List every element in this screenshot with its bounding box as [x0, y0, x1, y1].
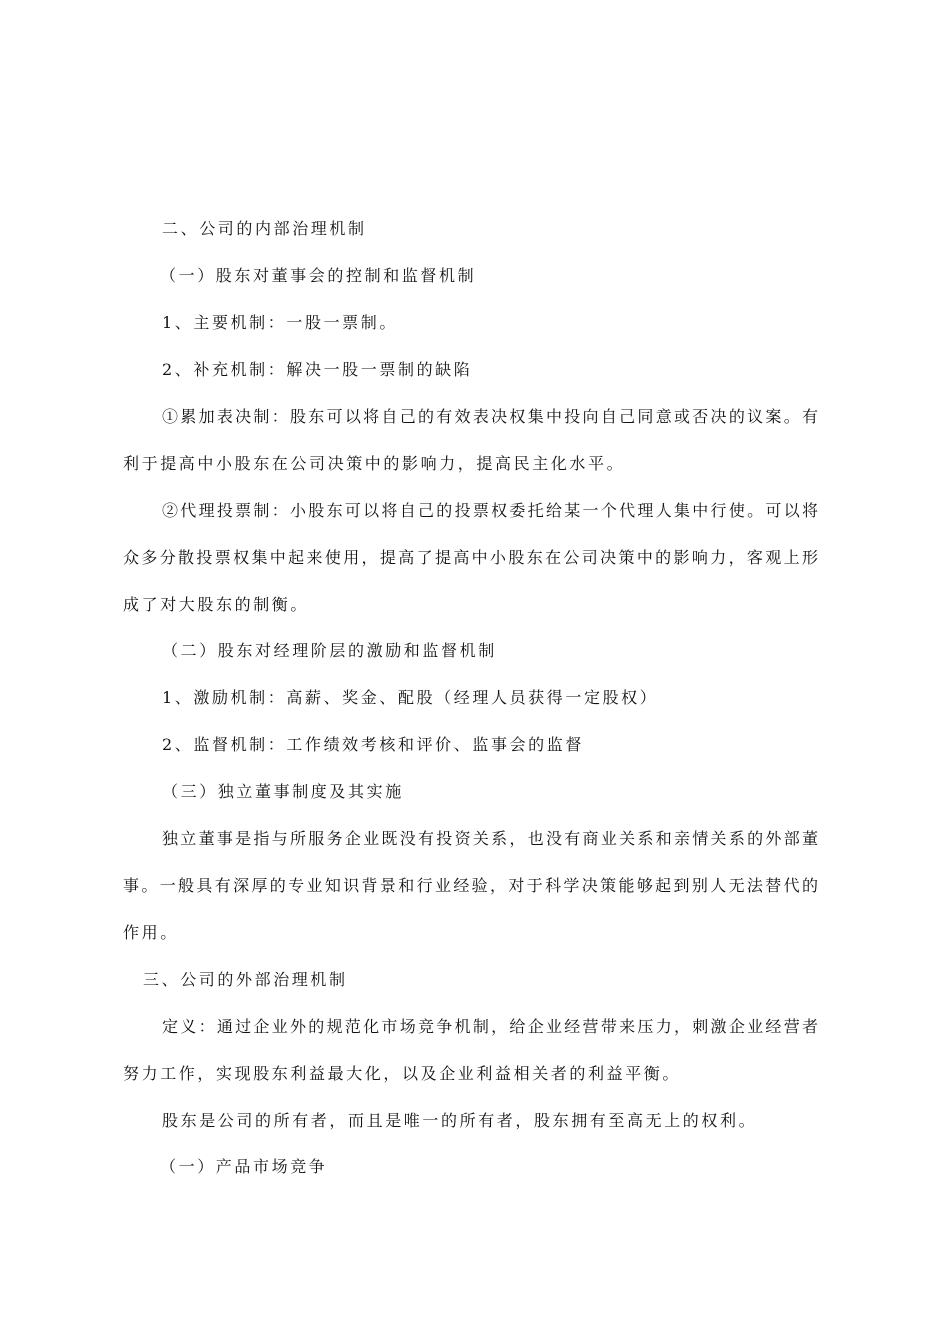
paragraph-cumulative-voting-cont: 利于提高中小股东在公司决策中的影响力，提高民主化水平。: [123, 454, 626, 473]
paragraph-independent-director: 独立董事是指与所服务企业既没有投资关系，也没有商业关系和亲情关系的外部董: [162, 829, 818, 848]
subsection-heading-product-market: （一）产品市场竞争: [160, 1157, 328, 1176]
paragraph-proxy-voting: ②代理投票制：小股东可以将自己的投票权委托给某一个代理人集中行使。可以将: [162, 501, 818, 520]
subsection-heading-shareholder-board: （一）股东对董事会的控制和监督机制: [160, 266, 477, 285]
subsection-heading-independent-director: （三）独立董事制度及其实施: [162, 782, 404, 801]
paragraph-supplementary-mechanism: 2、补充机制：解决一股一票制的缺陷: [162, 360, 473, 379]
paragraph-proxy-voting-cont: 众多分散投票权集中起来使用，提高了提高中小股东在公司决策中的影响力，客观上形: [123, 548, 818, 567]
paragraph-supervision-mechanism: 2、监督机制：工作绩效考核和评价、监事会的监督: [162, 735, 584, 754]
paragraph-cumulative-voting: ①累加表决制：股东可以将自己的有效表决权集中投向自己同意或否决的议案。有: [162, 407, 818, 426]
paragraph-independent-director-end: 作用。: [123, 923, 179, 942]
paragraph-definition: 定义：通过企业外的规范化市场竞争机制，给企业经营带来压力，刺激企业经营者: [162, 1017, 818, 1036]
section-heading-internal-governance: 二、公司的内部治理机制: [162, 219, 367, 238]
section-heading-external-governance: 三、公司的外部治理机制: [143, 970, 348, 989]
paragraph-definition-cont: 努力工作，实现股东利益最大化，以及企业利益相关者的利益平衡。: [123, 1064, 682, 1083]
paragraph-shareholder-owner: 股东是公司的所有者，而且是唯一的所有者，股东拥有至高无上的权利。: [162, 1111, 758, 1130]
paragraph-independent-director-cont: 事。一般具有深厚的专业知识背景和行业经验，对于科学决策能够起到别人无法替代的: [123, 876, 818, 895]
subsection-heading-shareholder-manager: （二）股东对经理阶层的激励和监督机制: [162, 641, 497, 660]
paragraph-main-mechanism: 1、主要机制：一股一票制。: [162, 313, 398, 332]
paragraph-incentive-mechanism: 1、激励机制：高薪、奖金、配股（经理人员获得一定股权）: [162, 688, 659, 707]
paragraph-proxy-voting-end: 成了对大股东的制衡。: [123, 595, 310, 614]
